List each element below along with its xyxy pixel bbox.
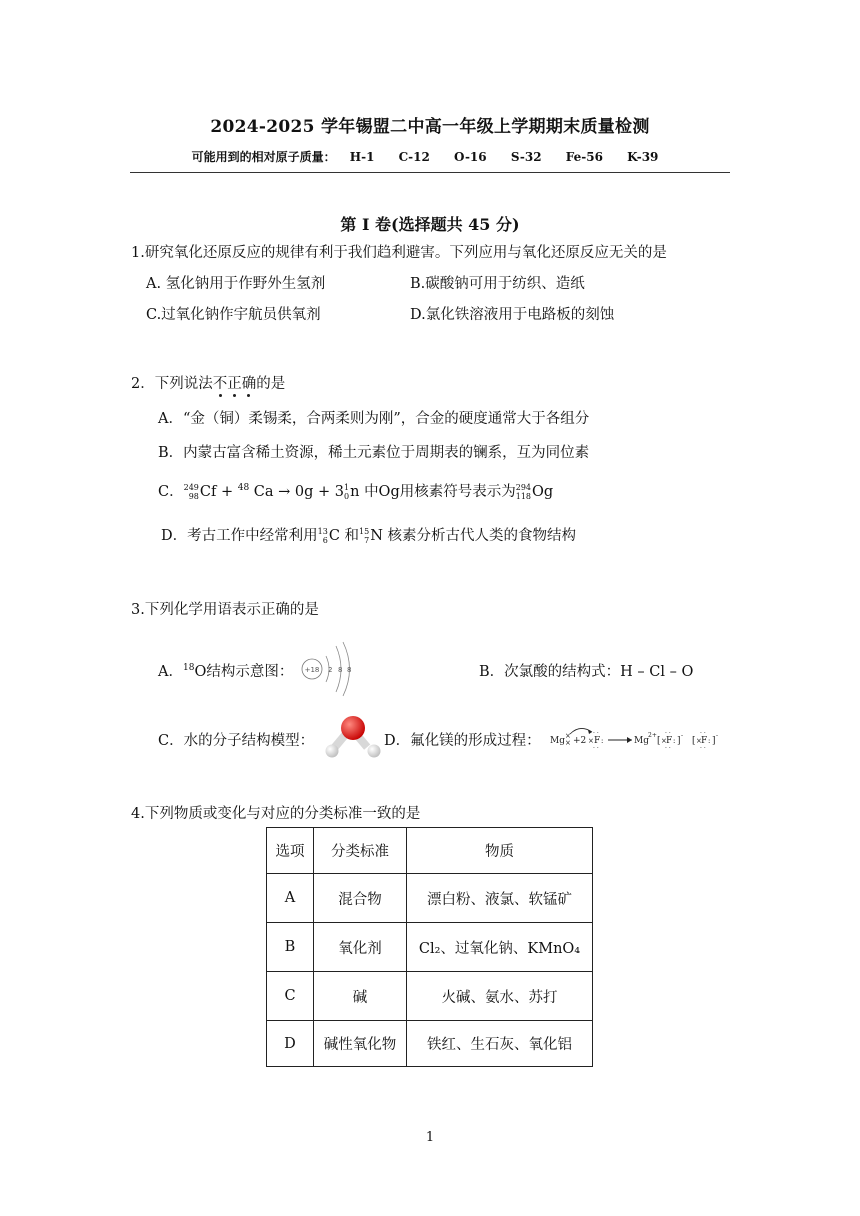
q3-a-text: 结构示意图： [206, 664, 294, 680]
table-header-cell: 分类标准 [314, 828, 407, 874]
table-cell: Cl₂、过氧化钠、KMnO₄ [407, 923, 593, 972]
svg-text:+2: +2 [573, 736, 587, 746]
svg-text:F: F [666, 736, 673, 746]
mass-fe: Fe-56 [565, 150, 603, 164]
svg-text:· ·: · · [665, 730, 671, 737]
svg-text:×: × [565, 732, 571, 740]
q2-d-label: D．考古工作中经常利用 [161, 528, 318, 544]
q2-stem-emphasis-text: 不正确 [212, 376, 257, 392]
q2-option-a: A．“金（铜）柔锡柔，合两柔则为刚”，合金的硬度通常大于各组分 [158, 411, 590, 427]
mass-k: K-39 [627, 150, 659, 164]
svg-text:· ·: · · [700, 745, 706, 752]
svg-text:-: - [716, 732, 719, 739]
svg-text:-: - [681, 732, 684, 739]
page-number: 1 [425, 1130, 435, 1145]
q3-option-c: C．水的分子结构模型： [158, 733, 315, 749]
cf-nuclide-numbers: 249 98 [183, 483, 199, 501]
svg-text:8: 8 [347, 666, 352, 674]
svg-text:· ·: · · [593, 730, 599, 737]
svg-text:F: F [594, 736, 601, 746]
table-cell: 氧化剂 [314, 923, 407, 972]
table-cell: 碱性氧化物 [314, 1021, 407, 1067]
svg-text:+18: +18 [304, 666, 320, 674]
q2-d-mid: 和 [344, 528, 360, 544]
table-cell: 漂白粉、液氯、软锰矿 [407, 874, 593, 923]
q2-stem [131, 372, 285, 393]
neutron-numbers: 1 0 [344, 483, 350, 501]
q1-stem: 1.研究氧化还原反应的规律有利于我们趋利避害。下列应用与氧化还原反应无关的是 [131, 245, 667, 261]
c13-numbers: 13 6 [317, 527, 328, 545]
svg-text::: : [601, 737, 604, 745]
table-cell: C [267, 972, 314, 1021]
table-cell: 铁红、生石灰、氧化铝 [407, 1021, 593, 1067]
mass-c: C-12 [398, 150, 430, 164]
table-row [267, 874, 593, 923]
q3-stem: 3.下列化学用语表示正确的是 [131, 602, 319, 618]
table-header-cell: 选项 [267, 828, 314, 874]
atomic-masses-line [0, 148, 860, 165]
mass-h: H-1 [349, 150, 375, 164]
q2-c-mid: 中Og用核素符号表示为 [364, 484, 516, 500]
table-cell: 火碱、氨水、苏打 [407, 972, 593, 1021]
table-row [267, 1021, 593, 1067]
svg-text:×: × [661, 737, 667, 745]
q2-option-c: C．249 98Cf + $^{48}$ Ca → 0g + 31 0n 中Og用核素符号表示为294 118Og [158, 483, 554, 501]
svg-text:×: × [588, 737, 594, 745]
svg-text:[: [ [657, 736, 661, 746]
mgf2-formation-diagram [548, 722, 730, 752]
q2-stem-emphasis [213, 376, 257, 392]
svg-text:· ·: · · [665, 745, 671, 752]
q2-stem-post: 的是 [256, 376, 286, 392]
svg-text:2+: 2+ [648, 732, 657, 739]
classification-table [266, 827, 593, 1067]
svg-text:F: F [701, 736, 708, 746]
table-cell: D [267, 1021, 314, 1067]
water-molecule-model [322, 713, 384, 759]
table-cell: A [267, 874, 314, 923]
q1-option-d: D.氯化铁溶液用于电路板的刻蚀 [410, 307, 615, 323]
table-header-cell: 物质 [407, 828, 593, 874]
q3-a-label: A． [158, 664, 183, 680]
q2-option-d: D．考古工作中经常利用13 6C 和15 7N 核素分析古代人类的食物结构 [161, 527, 577, 545]
table-row [267, 923, 593, 972]
svg-text:2: 2 [328, 666, 333, 674]
table-cell: 混合物 [314, 874, 407, 923]
svg-text:Mg: Mg [550, 736, 565, 746]
table-cell: 碱 [314, 972, 407, 1021]
q3-option-d: D．氟化镁的形成过程： [384, 733, 541, 749]
header-divider [130, 172, 730, 173]
svg-text:×: × [565, 739, 571, 747]
mass-o: O-16 [454, 150, 487, 164]
svg-text:]: ] [677, 736, 681, 746]
atomic-masses-label: 可能用到的相对原子质量： [191, 150, 336, 164]
oxygen-atom-diagram [296, 638, 366, 698]
svg-text::: : [673, 737, 676, 745]
exam-title: 2024-2025 学年锡盟二中高一年级上学期期末质量检测 [210, 117, 650, 137]
svg-text:Mg: Mg [634, 736, 649, 746]
q1-option-b: B.碳酸钠可用于纺织、造纸 [410, 276, 585, 292]
n15-numbers: 15 7 [359, 527, 370, 545]
svg-text:]: ] [712, 736, 716, 746]
svg-text:[: [ [692, 736, 696, 746]
q1-option-a: A. 氢化钠用于作野外生氢剂 [146, 276, 326, 292]
svg-text::: : [708, 737, 711, 745]
svg-text:· ·: · · [593, 745, 599, 752]
svg-text:×: × [696, 737, 702, 745]
og-nuclide-numbers: 294 118 [515, 483, 532, 501]
q2-d-post: 核素分析古代人类的食物结构 [387, 528, 577, 544]
table-header-row [267, 828, 593, 874]
q2-c-label: C． [158, 484, 184, 500]
mass-s: S-32 [510, 150, 542, 164]
svg-text:· ·: · · [700, 730, 706, 737]
q4-stem: 4.下列物质或变化与对应的分类标准一致的是 [131, 806, 421, 822]
svg-text:8: 8 [338, 666, 343, 674]
q3-option-b: B．次氯酸的结构式：H – Cl – O [479, 664, 694, 680]
q1-option-c: C.过氧化钠作宇航员供氧剂 [146, 307, 321, 323]
q2-option-b: B．内蒙古富含稀土资源，稀土元素位于周期表的镧系，互为同位素 [158, 445, 590, 461]
q2-stem-pre: 2．下列说法 [131, 376, 213, 392]
table-row [267, 972, 593, 1021]
q3-option-a: A．$^{18}$O结构示意图： [158, 663, 294, 680]
table-cell: B [267, 923, 314, 972]
section-title: 第 I 卷(选择题共 45 分) [340, 215, 520, 234]
